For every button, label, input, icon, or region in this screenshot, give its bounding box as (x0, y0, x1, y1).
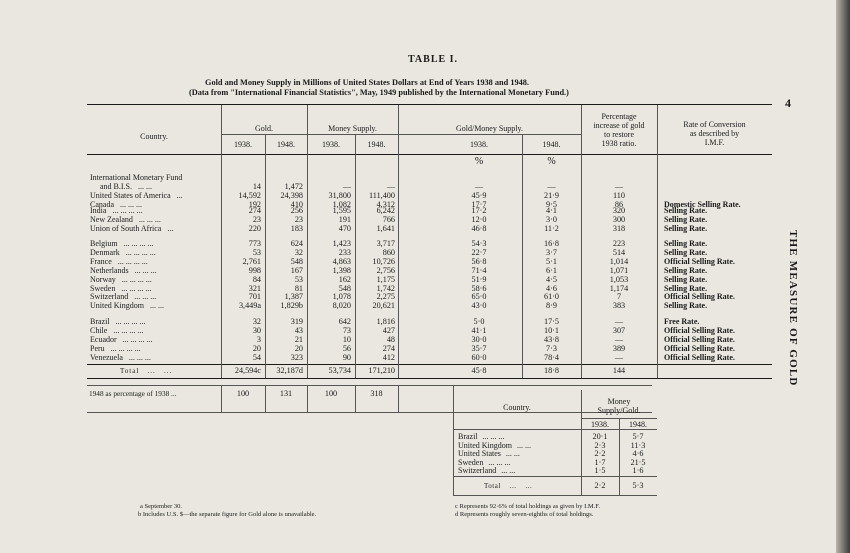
cell-gold1938: 998 (248, 265, 261, 275)
inset-cell: 1·7 (594, 457, 606, 467)
inset-cell: 5·7 (632, 432, 644, 441)
cell-percentage: 383 (612, 301, 626, 311)
cell-percentage: 320 (612, 206, 626, 215)
cell-gold1948: 183 (290, 223, 303, 233)
cell-gold1948: 20 (294, 343, 303, 353)
cell-money1938: 4,863 (332, 256, 351, 266)
cell-gold1938: 23 (252, 214, 261, 224)
cell-ratio1938: 58·6 (471, 283, 487, 293)
cell-gold1938: 14,592 (238, 190, 261, 200)
cell-percentage: 318 (612, 223, 626, 233)
country-name: International Monetary Fund and B.I.S. ... ... (90, 173, 183, 191)
cell-gold1938: 84 (252, 274, 261, 284)
cell-ratio1938: 60·0 (471, 352, 487, 362)
table-title: TABLE I. (408, 54, 459, 65)
cell-ratio1948: 4·6 (546, 283, 557, 293)
cell-percentage: 7 (616, 292, 622, 302)
col-gold: Gold. (255, 124, 273, 133)
cell-gold1948: 323 (290, 352, 303, 362)
country-name: Venezuela ... ... ... (90, 352, 151, 362)
cell-gold1938: 701 (248, 292, 261, 302)
cell-ratio1948: 6·1 (546, 265, 557, 275)
country-name: France ... ... ... ... (90, 256, 148, 266)
cell-money1948: 766 (382, 214, 395, 224)
cell-gold1938: 30 (252, 325, 261, 335)
cell-money1938: 548 (338, 283, 351, 293)
cell-gold1938: 3 (256, 334, 261, 344)
cell-money1938: 8,020 (332, 301, 351, 311)
cell-ratio1938: — (474, 181, 484, 191)
cell-gold1948: 624 (290, 239, 303, 248)
cell-gold1948: 43 (294, 325, 303, 335)
cell-rate: Official Selling Rate. (664, 334, 735, 344)
cell-rate: Selling Rate. (664, 214, 708, 224)
cell-ratio1948: 7·3 (546, 343, 557, 353)
cell-ratio1948: 21·9 (543, 190, 559, 200)
cell-money1938: 1,082 (332, 199, 351, 209)
cell-percentage: — (614, 317, 624, 326)
footnote-c: c Represents 92·6% of total holdings as given by I.M.F. (455, 503, 600, 510)
cell-money1938: 470 (338, 223, 351, 233)
footnote-a: a September 30. (140, 503, 183, 510)
country-name: Peru ... ... ... ... (90, 343, 141, 353)
cell-rate: Free Rate. (664, 317, 700, 326)
cell-money1948: 2,756 (376, 265, 395, 275)
country-name: Canada ... ... ... (90, 199, 142, 209)
cell-ratio1948: 16·8 (543, 239, 559, 248)
cell-rate: Selling Rate. (664, 206, 708, 215)
cell-gold1948: 32 (294, 247, 303, 257)
inset-cell: 20·1 (592, 432, 608, 441)
inset-cell: 4·6 (632, 449, 644, 459)
cell-ratio1948: 8·9 (546, 301, 557, 311)
table-subtitle-line1: Gold and Money Supply in Millions of United States Dollars at End of Years 1938 and 1948. (205, 78, 530, 87)
cell-money1948: 6,242 (376, 206, 395, 215)
cell-money1948: 412 (382, 352, 395, 362)
table-subtitle-line2: (Data from "International Financial Statistics", May, 1949 published by the International Monetary Fund.) (189, 88, 569, 97)
inset-country-name: United States ... ... (458, 449, 520, 459)
country-name: Denmark ... ... ... ... (90, 247, 156, 257)
cell-percentage: 1,071 (609, 265, 629, 275)
cell-money1948: 2,275 (376, 292, 395, 302)
cell-gold1938: 192 (248, 199, 261, 209)
cell-money1948: 48 (386, 334, 395, 344)
cell-money1938: 56 (342, 343, 351, 353)
inset-cell: 1·5 (594, 466, 606, 476)
cell-ratio1948: 9·5 (546, 199, 557, 209)
cell-money1948: 1,641 (376, 223, 395, 233)
inset-country-name: Sweden ... ... ... (458, 457, 511, 467)
cell-ratio1938: 22·7 (471, 247, 487, 257)
cell-money1938: 1,398 (332, 265, 351, 275)
cell-gold1948: 53 (294, 274, 303, 284)
cell-percentage: — (614, 334, 624, 344)
cell-money1948: 427 (382, 325, 395, 335)
country-name: India ... ... ... ... (90, 206, 143, 215)
cell-ratio1938: 43·0 (471, 301, 487, 311)
cell-rate: Selling Rate. (664, 301, 708, 311)
cell-rate: Selling Rate. (664, 283, 708, 293)
cell-ratio1938: 5·0 (473, 317, 485, 326)
inset-total-label: Total ... ... (484, 482, 533, 490)
cell-gold1938: 54 (252, 352, 261, 362)
footnote-d: d Represents roughly seven-eighths of total holdings. (455, 511, 594, 518)
cell-gold1948: 81 (294, 283, 303, 293)
cell-money1938: 233 (338, 247, 351, 257)
col-country: Country. (140, 132, 168, 141)
cell-gold1938: 220 (248, 223, 261, 233)
footnote-b: b Includes U.S. $—the separate figure for Gold alone is unavailable. (138, 511, 317, 518)
cell-gold1938: 321 (248, 283, 261, 293)
cell-money1938: 1,595 (332, 206, 351, 215)
cell-ratio1938: 30·0 (471, 334, 487, 344)
col-rate: Rate of Conversion as described by I.M.F. (683, 120, 746, 147)
cell-ratio1948: 78·4 (543, 352, 559, 362)
cell-money1938: 162 (338, 274, 351, 284)
cell-ratio1948: — (547, 181, 556, 191)
country-name: Netherlands ... ... ... (90, 265, 157, 275)
cell-ratio1938: 41·1 (471, 325, 487, 335)
inset-country-name: Brazil ... ... ... (458, 432, 505, 441)
cell-money1938: 31,800 (328, 190, 351, 200)
cell-gold1938: 773 (248, 239, 261, 248)
country-name: Belgium ... ... ... ... (90, 239, 154, 248)
cell-ratio1948: 3·0 (546, 214, 557, 224)
cell-gold1938: 3,449a (238, 301, 261, 311)
col-gold-money: Gold/Money Supply. (455, 124, 524, 133)
cell-money1948: — (386, 181, 395, 191)
total-label: Total ... ... (120, 367, 173, 375)
cell-ratio1948: 5·1 (546, 256, 557, 266)
cell-ratio1948: 61·0 (543, 292, 559, 302)
cell-ratio1938: 56·8 (471, 256, 487, 266)
cell-ratio1948: 17·5 (543, 317, 559, 326)
page-number: 4 (785, 96, 791, 110)
pct-top-rule (87, 385, 652, 386)
cell-percentage: 1,174 (609, 283, 629, 293)
cell-ratio1948: 43·8 (543, 334, 559, 344)
header-rule (87, 154, 772, 155)
cell-money1948: 1,175 (376, 274, 395, 284)
cell-rate: Domestic Selling Rate. (664, 199, 741, 209)
cell-gold1938: 20 (252, 343, 261, 353)
cell-ratio1948: 11·2 (544, 223, 559, 233)
cell-rate: Official Selling Rate. (664, 292, 735, 302)
cell-gold1948: 23 (294, 214, 303, 224)
cell-money1938: 191 (338, 214, 351, 224)
top-rule (87, 104, 772, 105)
cell-ratio1938: 35·7 (471, 343, 487, 353)
cell-money1948: 274 (382, 343, 395, 353)
cell-gold1948: 319 (290, 317, 303, 326)
cell-percentage: 1,014 (609, 256, 629, 266)
cell-percentage: 514 (612, 247, 626, 257)
cell-rate: Official Selling Rate. (664, 325, 735, 335)
cell-ratio1938: 65·0 (471, 292, 487, 302)
col-percentage: Percentage increase of gold to restore 1938 ratio. (593, 112, 645, 148)
cell-gold1948: 410 (290, 199, 303, 209)
cell-gold1948: 1,829b (280, 301, 303, 311)
country-name: Brazil ... ... ... ... (90, 317, 146, 326)
running-head: THE MEASURE OF GOLD (787, 230, 799, 387)
cell-ratio1938: 51·9 (471, 274, 487, 284)
subheader-rule (221, 134, 581, 135)
cell-gold1948: 256 (290, 206, 303, 215)
cell-money1938: — (342, 181, 351, 191)
cell-percentage: 389 (612, 343, 626, 353)
inset-cell: 21·5 (630, 457, 646, 467)
cell-rate: Selling Rate. (664, 247, 708, 257)
country-name: Union of South Africa ... (90, 223, 174, 233)
total-top-rule (87, 364, 772, 365)
cell-ratio1948: 4·1 (546, 206, 557, 215)
cell-gold1948: 1,472 (284, 181, 303, 191)
country-name: United Kingdom ... ... (90, 301, 164, 311)
cell-percentage: 307 (612, 325, 626, 335)
country-name: United States of America ... (90, 190, 183, 200)
cell-money1938: 10 (342, 334, 351, 344)
cell-rate: Official Selling Rate. (664, 352, 735, 362)
country-name: Sweden ... ... ... ... (90, 283, 152, 293)
cell-money1948: 1,742 (376, 283, 395, 293)
cell-rate: Selling Rate. (664, 239, 708, 248)
inset-cell: 1·6 (632, 466, 644, 476)
cell-ratio1938: 17·7 (471, 199, 487, 209)
cell-money1948: 111,400 (368, 190, 395, 200)
inset-col-ratio: Money Supply/Gold. (597, 397, 641, 415)
col-money: Money Supply. (328, 124, 377, 133)
cell-percentage: 223 (612, 239, 626, 248)
total-bottom-rule (87, 378, 772, 379)
cell-gold1938: 2,761 (242, 256, 261, 266)
cell-money1948: 860 (382, 247, 395, 257)
country-name: Chile ... ... ... ... (90, 325, 144, 335)
cell-gold1948: 21 (294, 334, 303, 344)
cell-percentage: 1,053 (609, 274, 629, 284)
cell-ratio1938: 46·8 (471, 223, 487, 233)
cell-ratio1938: 12·0 (471, 214, 487, 224)
cell-money1948: 1,816 (376, 317, 395, 326)
inset-country-name: Switzerland ... ... (458, 466, 516, 476)
cell-rate: Selling Rate. (664, 265, 708, 275)
book-gutter (836, 0, 850, 553)
cell-rate: Official Selling Rate. (664, 343, 735, 353)
cell-money1948: 20,621 (372, 301, 395, 311)
cell-percentage: — (614, 181, 624, 191)
cell-gold1938: 14 (252, 181, 261, 191)
inset-cell: 2·2 (594, 449, 606, 459)
cell-gold1938: 32 (252, 317, 261, 326)
cell-money1938: 642 (338, 317, 351, 326)
cell-percentage: 300 (612, 214, 626, 224)
cell-ratio1948: 4·5 (546, 274, 557, 284)
cell-ratio1938: 45·9 (471, 190, 487, 200)
cell-gold1948: 548 (290, 256, 303, 266)
cell-money1938: 1,078 (332, 292, 351, 302)
inset-cell: 11·3 (630, 440, 646, 450)
cell-gold1938: 274 (248, 206, 261, 215)
inset-cell: 2·3 (594, 440, 606, 450)
cell-ratio1938: 17·2 (471, 206, 487, 215)
cell-money1938: 1,423 (332, 239, 351, 248)
cell-rate: Selling Rate. (664, 223, 708, 233)
cell-percentage: — (614, 352, 624, 362)
inset-country-name: United Kingdom ... ... (458, 440, 531, 450)
cell-ratio1948: 10·1 (543, 325, 559, 335)
cell-rate: Official Selling Rate. (664, 256, 735, 266)
cell-money1948: 3,717 (376, 239, 395, 248)
country-name: Norway ... ... ... ... (90, 274, 152, 284)
cell-gold1948: 1,387 (284, 292, 303, 302)
cell-ratio1938: 54·3 (471, 239, 487, 248)
inset-col-country: Country. (503, 403, 531, 412)
country-name: Ecuador ... ... ... ... (90, 334, 153, 344)
cell-money1938: 90 (342, 352, 351, 362)
country-name: Switzerland ... ... ... (90, 292, 157, 302)
cell-gold1948: 167 (290, 265, 303, 275)
country-name: New Zealand ... ... ... (90, 214, 161, 224)
pct-of-1938-label: 1948 as percentage of 1938 ... (89, 389, 177, 398)
cell-money1948: 4,312 (376, 199, 395, 209)
pct-bottom-rule (87, 412, 652, 413)
cell-ratio1948: 3·7 (546, 247, 557, 257)
cell-ratio1938: 71·4 (471, 265, 487, 275)
cell-gold1948: 24,398 (280, 190, 303, 200)
cell-money1938: 73 (342, 325, 351, 335)
cell-money1948: 10,726 (372, 256, 395, 266)
cell-gold1938: 53 (252, 247, 261, 257)
cell-percentage: 110 (613, 190, 625, 200)
cell-rate: Selling Rate. (664, 274, 708, 284)
cell-percentage: 86 (614, 199, 624, 209)
